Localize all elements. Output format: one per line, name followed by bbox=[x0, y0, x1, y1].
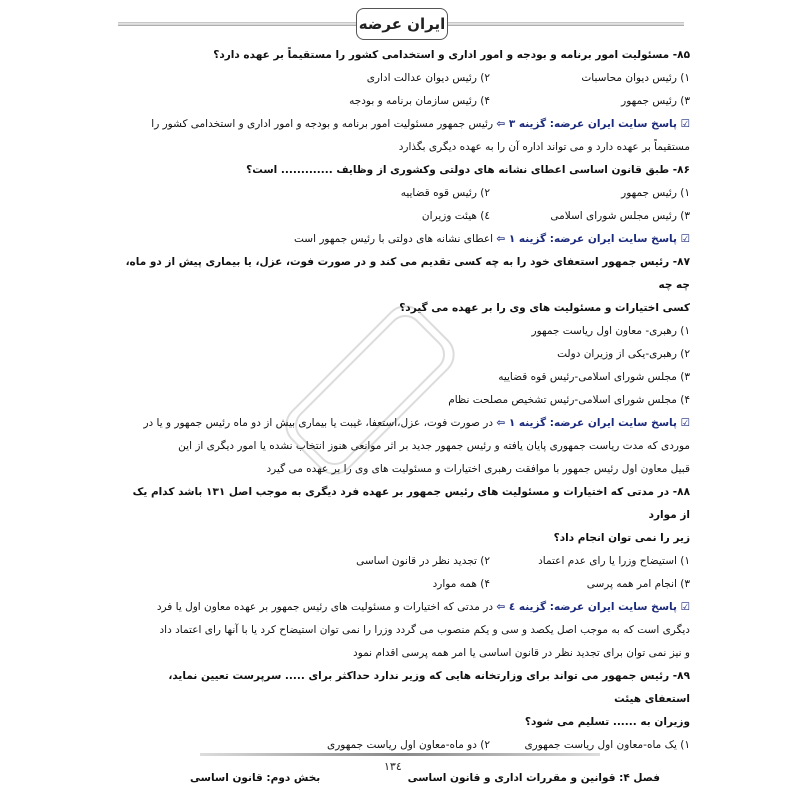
answer-text: و نیز نمی توان برای تجدید نظر در قانون اساسی یا امر همه پرسی اقدام نمود bbox=[353, 647, 690, 659]
answer-prefix: ☑ پاسخ سایت ایران عرضه: گزینه ۳ ⇦ bbox=[496, 118, 690, 130]
options-row bbox=[125, 67, 690, 90]
section-title: بخش دوم: قانون اساسی bbox=[190, 772, 321, 784]
question-86 bbox=[125, 159, 690, 251]
questions-content bbox=[125, 44, 690, 757]
question-text: وزیران به ...... تسلیم می شود؟ bbox=[524, 716, 690, 728]
option-1: ۱) استیضاح وزرا یا رای عدم اعتماد bbox=[538, 555, 690, 567]
options-row bbox=[125, 573, 690, 596]
question-89 bbox=[125, 665, 690, 757]
option-2: ۲) دو ماه-معاون اول ریاست جمهوری bbox=[327, 739, 490, 751]
option-4: ٤) هیئت وزیران bbox=[421, 210, 490, 222]
question-text: کسی اختیارات و مسئولیت های وی را بر عهده می گیرد؟ bbox=[399, 302, 690, 314]
answer-text: در صورت فوت، عزل،استعفا، غیبت یا بیماری بیش از دو ماه رئیس جمهور و یا در bbox=[143, 417, 494, 429]
option-2: ۲) رهبری-یکی از وزیران دولت bbox=[557, 348, 690, 360]
question-text: ۸۵- مسئولیت امور برنامه و بودجه و امور اداری و استخدامی کشور را مستقیماً بر عهده دارد؟ bbox=[213, 49, 690, 61]
option-1: ۱) رهبری- معاون اول ریاست جمهور bbox=[531, 325, 690, 337]
answer bbox=[125, 113, 690, 136]
question-text: زیر را نمی توان انجام داد؟ bbox=[553, 532, 690, 544]
answer bbox=[125, 228, 690, 251]
options-row bbox=[125, 205, 690, 228]
option-3: ۳) انجام امر همه پرسی bbox=[586, 578, 690, 590]
answer-text: در مدتی که اختیارات و مسئولیت های رئیس جمهور بر عهده معاون اول یا فرد bbox=[156, 601, 494, 613]
option-3: ۳) رئیس مجلس شورای اسلامی bbox=[550, 210, 690, 222]
answer-text: رئیس جمهور مسئولیت امور برنامه و بودجه و امور اداری و استخدامی کشور را bbox=[151, 118, 494, 130]
brand-logo bbox=[356, 8, 448, 40]
header-rule-left bbox=[118, 22, 356, 26]
logo-text: ایران عرضه bbox=[358, 15, 446, 33]
answer-prefix: ☑ پاسخ سایت ایران عرضه: گزینه ٤ ⇦ bbox=[496, 601, 690, 613]
question-text: ۸۶- طبق قانون اساسی اعطای نشانه های دولتی وکشوری از وظایف ............. است؟ bbox=[246, 164, 690, 176]
header-rule-right bbox=[446, 22, 684, 26]
footer-rule bbox=[200, 753, 600, 756]
option-4: ۴) همه موارد bbox=[432, 578, 490, 590]
answer bbox=[125, 412, 690, 435]
option-4: ۴) رئیس سازمان برنامه و بودجه bbox=[349, 95, 490, 107]
question-85 bbox=[125, 44, 690, 159]
option-2: ۲) تجدید نظر در قانون اساسی bbox=[356, 555, 490, 567]
answer bbox=[125, 596, 690, 619]
answer-text: موردی که مدت ریاست جمهوری پایان یافته و رئیس جمهور جدید بر اثر موانعی هنوز انتخاب نشده یا امور دیگری از این bbox=[178, 440, 690, 452]
question-88 bbox=[125, 481, 690, 665]
options-row bbox=[125, 182, 690, 205]
answer-text: قبیل معاون اول رئیس جمهور با موافقت رهبری اختیارات و مسئولیت های وی را بر عهده می گیرد bbox=[266, 463, 690, 475]
option-1: ۱) یک ماه-معاون اول ریاست جمهوری bbox=[524, 739, 690, 751]
option-2: ۲) رئیس دیوان عدالت اداری bbox=[366, 72, 490, 84]
answer-text: اعطای نشانه های دولتی با رئیس جمهور است bbox=[293, 233, 494, 245]
answer-text: مستقیماً بر عهده دارد و می تواند اداره آن را به عهده دیگری بگذارد bbox=[398, 141, 690, 153]
question-text: ۸۸- در مدتی که اختیارات و مسئولیت های رئیس جمهور بر عهده فرد دیگری به موجب اصل ۱۳۱ باشد کدام یک از موارد bbox=[132, 486, 690, 521]
question-text: ۸۹- رئیس جمهور می تواند برای وزارتخانه هایی که وزیر ندارد حداکثر برای ..... سرپرست تعیین نماید، استعفای هیئت bbox=[168, 670, 690, 705]
option-3: ۳) رئیس جمهور bbox=[621, 95, 690, 107]
options-row bbox=[125, 550, 690, 573]
option-1: ۱) رئیس دیوان محاسبات bbox=[581, 72, 690, 84]
chapter-title: فصل ۴: قوانین و مقررات اداری و قانون اساسی bbox=[407, 772, 660, 784]
answer-text: دیگری است که به موجب اصل یکصد و سی و یکم منصوب می گردد وزرا را نمی توان استیضاح کرد یا با آنها رای اعتماد داد bbox=[159, 624, 690, 636]
question-87 bbox=[125, 251, 690, 481]
answer-prefix: ☑ پاسخ سایت ایران عرضه: گزینه ۱ ⇦ bbox=[496, 233, 690, 245]
option-4: ۴) مجلس شورای اسلامی-رئیس تشخیص مصلحت نظام bbox=[448, 394, 690, 406]
option-1: ۱) رئیس جمهور bbox=[621, 187, 690, 199]
question-text: ۸۷- رئیس جمهور استعفای خود را به چه کسی تقدیم می کند و در صورت فوت، عزل، یا بیماری پیش از دو ماه، چه چه bbox=[125, 256, 690, 291]
page-number: ۱۳٤ bbox=[384, 760, 402, 773]
answer-prefix: ☑ پاسخ سایت ایران عرضه: گزینه ۱ ⇦ bbox=[496, 417, 690, 429]
option-2: ۲) رئیس قوه قضاییه bbox=[400, 187, 490, 199]
options-row bbox=[125, 90, 690, 113]
option-3: ۳) مجلس شورای اسلامی-رئیس قوه قضاییه bbox=[498, 371, 690, 383]
